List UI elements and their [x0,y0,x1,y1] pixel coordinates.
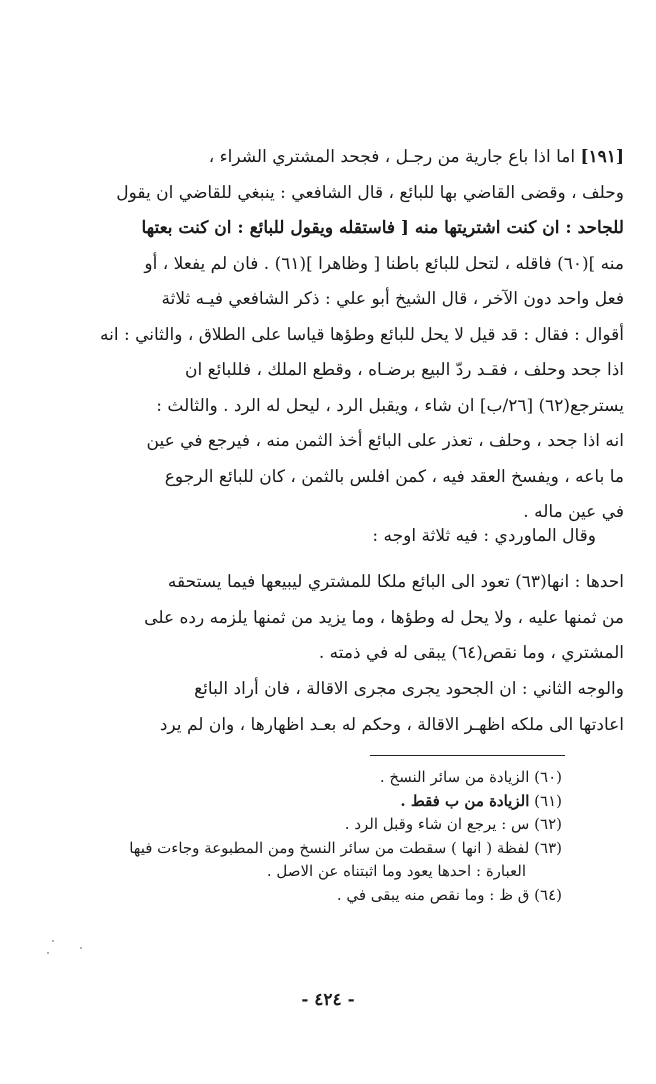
text-line: والوجه الثاني : ان الجحود يجرى مجرى الاقالة ، فان أراد البائع [194,679,624,699]
text-line: من ثمنها عليه ، ولا يحل له وطؤها ، وما يزيد من ثمنها يلزمه رده على [144,607,624,628]
footnote-63-continuation [40,860,562,884]
line-text: اما اذا باع جارية من رجـل ، فجحد المشتري الشراء ، [208,147,576,167]
footnote-number: (٦٤) [534,885,562,904]
footnote-61 [40,790,562,814]
text-line: منه ](٦٠) فاقله ، لتحل للبائع باطنا [ وظاهرا ](٦١) . فان لم يفعلا ، أو [144,253,624,274]
text-line: احدها : انها(٦٣) تعود الى البائع ملكا للمشتري ليبيعها فيما يستحقه [167,572,624,592]
footnote-63 [40,837,562,861]
paragraph-191 [40,140,624,531]
paragraph-second-aspect [40,672,624,743]
text-line: في عين ماله . [523,502,624,522]
text-line: انه اذا جحد ، وحلف ، تعذر على البائع أخذ الثمن منه ، فيرجع في عين [146,431,624,451]
paragraph-number: [١٩١] [580,147,624,167]
text-line: وقال الماوردي : فيه ثلاثة اوجه : [372,526,596,546]
footnote-separator [370,755,565,756]
page-number: - ٤٢٤ - [301,990,355,1010]
footnote-text: الزيادة من ب فقط . [400,791,530,810]
footnote-text: لفظة ( انها ) سقطت من سائر النسخ ومن المطبوعة وجاءت فيها [129,838,530,857]
footnote-text: العبارة : احدها يعود وما اثبتناه عن الاصل . [266,862,526,880]
paragraph-first-aspect [40,565,624,672]
text-line: للجاحد : ان كنت اشتريتها منه [ فاستقله ويقول للبائع : ان كنت بعتها [141,218,624,238]
scan-speck [52,940,54,942]
paragraph-mawardi [40,519,624,555]
scan-speck [47,952,49,954]
footnote-64 [40,884,562,908]
footnote-text: س : يرجع ان شاء وقبل الرد . [344,815,530,833]
footnote-text: الزيادة من سائر النسخ . [379,768,530,786]
text-line: يسترجع(٦٢) [٢٦/ب] ان شاء ، ويقبل الرد ، ليحل له الرد . والثالث : [156,395,624,416]
footnote-62 [40,813,562,837]
footnote-number: (٦٣) [534,838,562,857]
text-line: اذا جحد وحلف ، فقـد ردّ البيع برضـاه ، وقطع الملك ، فللبائع ان [184,360,624,380]
text-line: اعادتها الى ملكه اظهـر الاقالة ، وحكم له بعـد اظهارها ، وان لم يرد [159,714,624,735]
footnote-number: (٦٢) [534,815,562,833]
text-line: أقوال : فقال : قد قيل لا يحل للبائع وطؤها قياسا على الطلاق ، والثاني : انه [100,324,624,345]
text-line: ما باعه ، ويفسخ العقد فيه ، كمن افلس بالثمن ، كان للبائع الرجوع [164,466,624,487]
text-line: المشتري ، وما نقص(٦٤) يبقى له في ذمته . [318,643,624,663]
scan-speck [80,947,82,949]
text-line [40,140,624,176]
footnotes [40,766,562,907]
footnote-text: ق ظ : وما نقص منه يبقى في . [336,885,530,904]
text-line: فعل واحد دون الآخر ، قال الشيخ أبو علي : ذكر الشافعي فيـه ثلاثة [161,289,624,309]
footnote-60 [40,766,562,790]
footnote-number: (٦١) [534,791,562,810]
text-line: وحلف ، وقضى القاضي بها للبائع ، قال الشافعي : ينبغي للقاضي ان يقول [116,182,624,203]
footnote-number: (٦٠) [534,768,562,786]
